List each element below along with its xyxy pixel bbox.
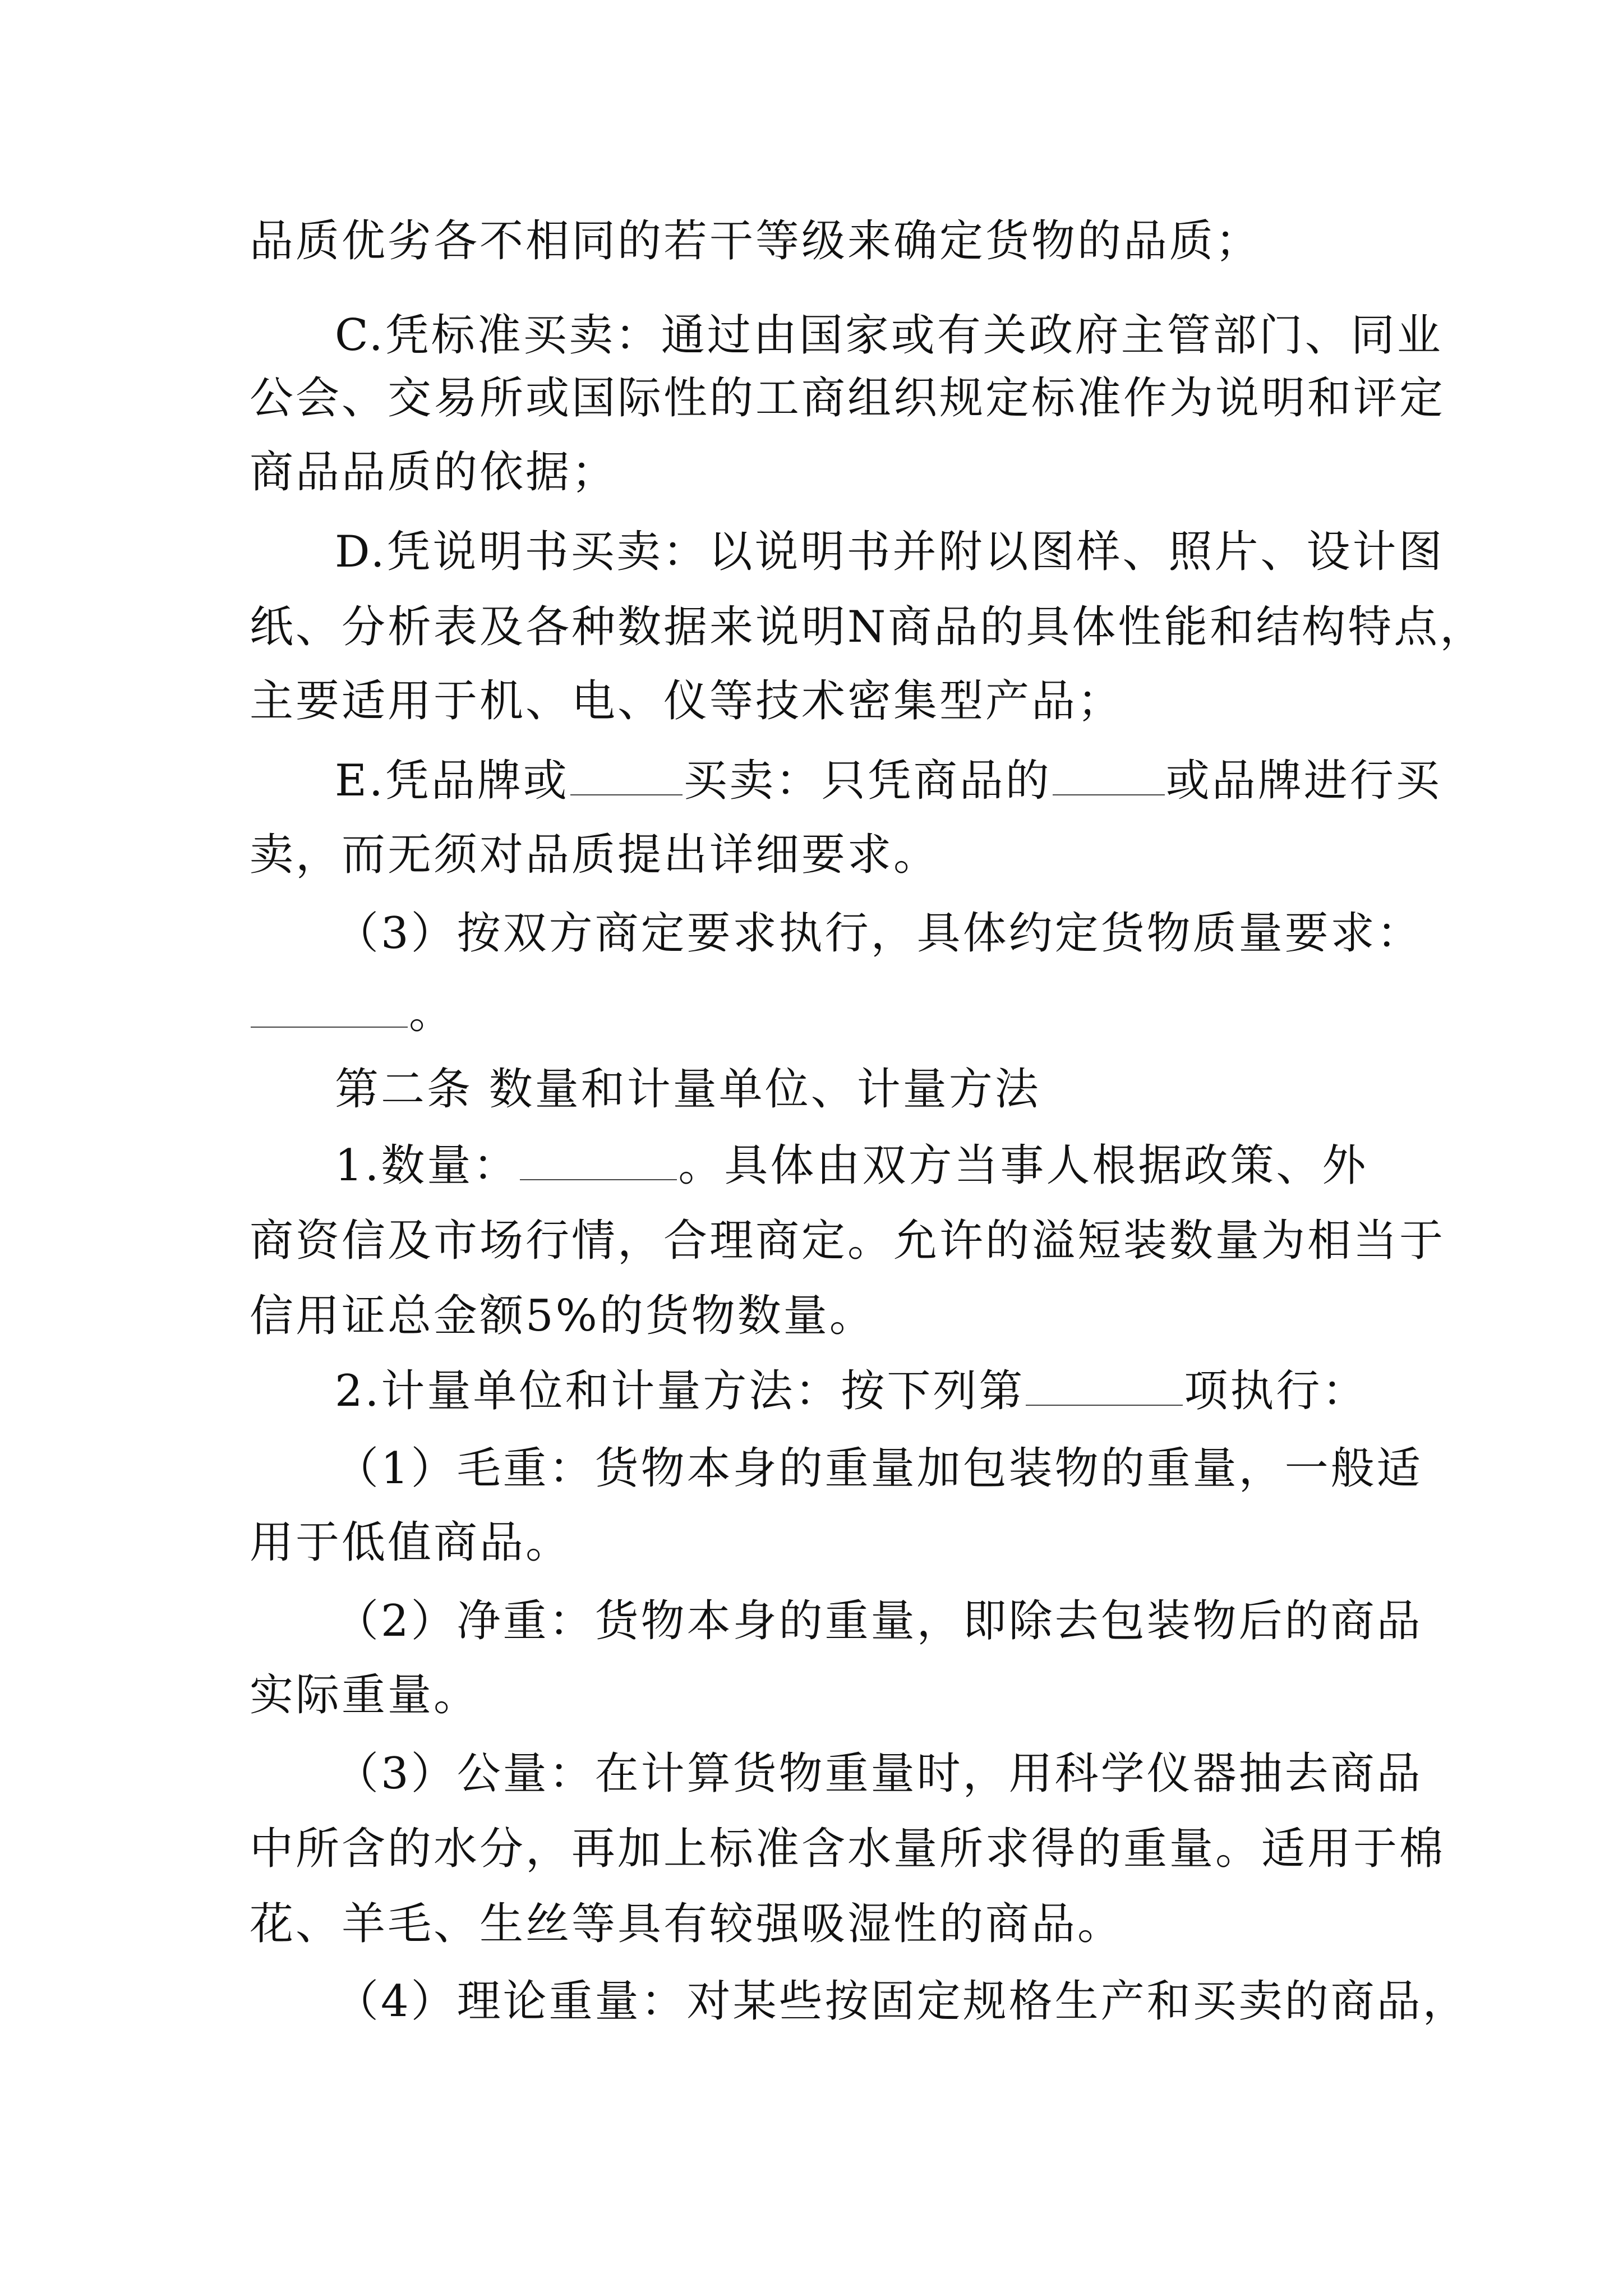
paragraph-line	[250, 827, 939, 883]
paragraph-line	[250, 1213, 1445, 1269]
line-text: 1.数量：	[335, 1140, 519, 1191]
paragraph-line	[250, 599, 1486, 655]
paragraph-line	[250, 985, 455, 1041]
line-text: 2.计量单位和计量方法：按下列第	[335, 1366, 1025, 1416]
line-text: E.凭品牌或	[335, 756, 569, 806]
paragraph-line	[335, 307, 1443, 364]
paragraph-line	[335, 1138, 1368, 1194]
line-text: （1）毛重：货物本身的重量加包装物的重量，一般适	[335, 1443, 1423, 1494]
fill-in-blank[interactable]	[251, 987, 408, 1028]
fill-in-blank[interactable]	[520, 1140, 677, 1180]
line-text: 项执行：	[1184, 1366, 1368, 1416]
paragraph-line	[335, 1746, 1423, 1802]
paragraph-line	[335, 1441, 1423, 1497]
paragraph-line	[250, 444, 617, 500]
heading-text: 第二条 数量和计量单位、计量方法	[335, 1064, 1041, 1115]
paragraph-line	[250, 370, 1445, 426]
line-text: 品质优劣各不相同的若干等级来确定货物的品质；	[250, 216, 1262, 266]
paragraph-line	[250, 1288, 875, 1344]
line-text: 主要适用于机、电、仪等技术密集型产品；	[250, 676, 1124, 726]
paragraph-line	[250, 673, 1123, 729]
section-heading	[335, 1061, 1041, 1117]
paragraph-line	[250, 1515, 571, 1571]
line-text: 信用证总金额5%的货物数量。	[250, 1291, 875, 1341]
paragraph-line	[335, 753, 1442, 809]
paragraph-line	[335, 1973, 1469, 2030]
line-text: 用于低值商品。	[250, 1517, 572, 1568]
line-text: 花、羊毛、生丝等具有较强吸湿性的商品。	[250, 1899, 1124, 1949]
paragraph-line	[335, 524, 1445, 580]
fill-in-blank[interactable]	[1053, 755, 1165, 795]
fill-in-blank[interactable]	[570, 755, 683, 795]
paragraph-line	[335, 1363, 1368, 1419]
line-text: （3）按双方商定要求执行，具体约定货物质量要求：	[335, 908, 1423, 959]
line-text: 商品品质的依据；	[250, 447, 618, 498]
paragraph-line	[250, 1821, 1445, 1877]
paragraph-line	[250, 1896, 1123, 1952]
paragraph-line	[335, 905, 1423, 961]
line-text: 公会、交易所或国际性的工商组织规定标准作为说明和评定	[250, 373, 1446, 424]
paragraph-line	[250, 1667, 479, 1723]
line-text: 纸、分析表及各种数据来说明N商品的具体性能和结构特点，	[250, 602, 1486, 652]
line-text: 中所含的水分，再加上标准含水量所求得的重量。适用于棉	[250, 1824, 1446, 1874]
line-text: （4）理论重量：对某些按固定规格生产和买卖的商品，	[335, 1976, 1469, 2027]
line-text: 卖，而无须对品质提出详细要求。	[250, 830, 940, 880]
line-text: 。	[409, 988, 455, 1038]
line-text: D.凭说明书买卖：以说明书并附以图样、照片、设计图	[335, 527, 1445, 577]
paragraph-line	[335, 1593, 1423, 1649]
line-text: 商资信及市场行情，合理商定。允许的溢短装数量为相当于	[250, 1216, 1446, 1266]
line-text: （3）公量：在计算货物重量时，用科学仪器抽去商品	[335, 1749, 1423, 1799]
fill-in-blank[interactable]	[1026, 1365, 1183, 1406]
line-text: 买卖：只凭商品的	[683, 756, 1052, 806]
line-text: 。具体由双方当事人根据政策、外	[678, 1140, 1368, 1191]
line-text: （2）净重：货物本身的重量，即除去包装物后的商品	[335, 1596, 1423, 1646]
line-text: 或品牌进行买	[1165, 756, 1442, 806]
paragraph-line	[250, 213, 1261, 269]
line-text: 实际重量。	[250, 1670, 480, 1720]
line-text: C.凭标准买卖：通过由国家或有关政府主管部门、同业	[335, 310, 1443, 361]
